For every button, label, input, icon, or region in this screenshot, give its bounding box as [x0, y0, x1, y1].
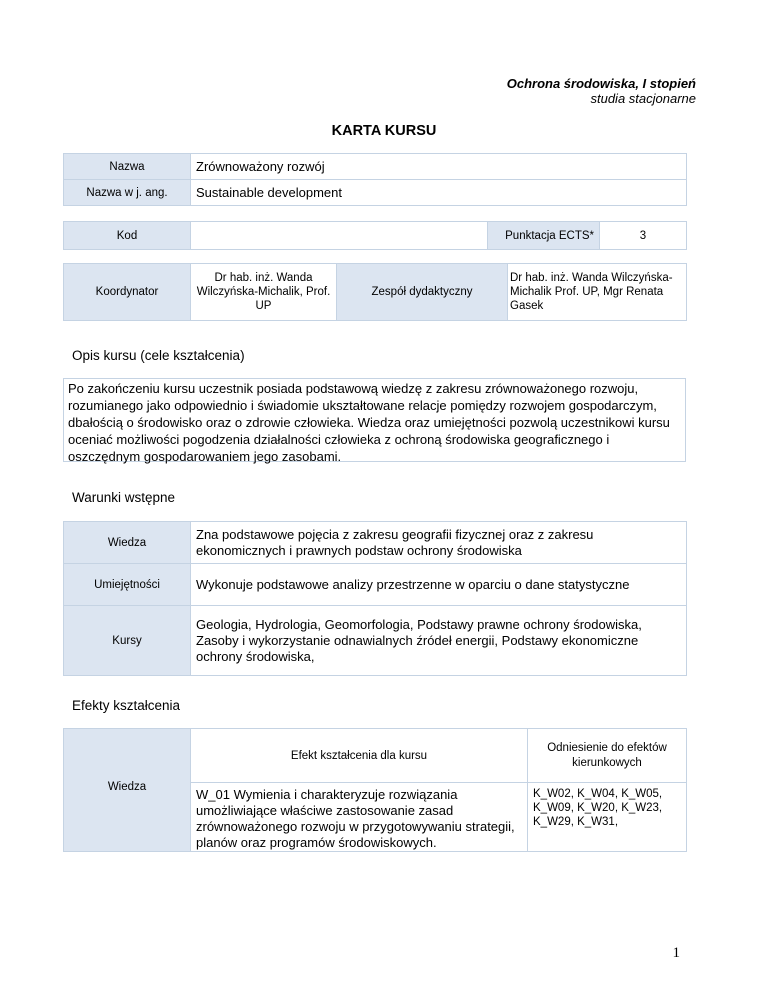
prereq-knowledge-label: Wiedza	[64, 522, 191, 564]
ects-label: Punktacja ECTS*	[488, 222, 600, 250]
code-value	[191, 222, 488, 250]
coordinator-value: Dr hab. inż. Wanda Wilczyńska-Michalik, Prof. UP	[191, 264, 337, 321]
effect-w01: W_01 Wymienia i charakteryzuje rozwiązania umożliwiające właściwe zastosowanie zasad zrównoważonego rozwoju w przygotowywaniu strategii, planów oraz programów środowiskowych.	[191, 783, 528, 852]
ects-value: 3	[600, 222, 687, 250]
code-table	[63, 221, 687, 250]
name-en-label: Nazwa w j. ang.	[64, 180, 191, 206]
effect-w01-reference: K_W02, K_W04, K_W05, K_W09, K_W20, K_W23, K_W29, K_W31,	[528, 783, 687, 852]
name-label: Nazwa	[64, 154, 191, 180]
description-heading: Opis kursu (cele kształcenia)	[72, 348, 245, 363]
col-effect-header: Efekt kształcenia dla kursu	[191, 729, 528, 783]
page-title: KARTA KURSU	[331, 123, 437, 139]
coordinator-table	[63, 263, 687, 321]
prereq-courses-label: Kursy	[64, 606, 191, 676]
name-value: Zrównoważony rozwój	[191, 154, 687, 180]
code-label: Kod	[64, 222, 191, 250]
prerequisites-heading: Warunki wstępne	[72, 490, 176, 505]
program-name: Ochrona środowiska, I stopień	[506, 76, 696, 91]
outcomes-category: Wiedza	[64, 729, 191, 852]
prerequisites-table	[63, 521, 687, 676]
description-text: Po zakończeniu kursu uczestnik posiada podstawową wiedzę z zakresu zrównoważonego rozwoju, rozumianego jako odpowiednio i świadomie ukształtowane relacje pomiędzy rozwojem gospodarczym, dbałością o środowisko oraz o zdrowie człowieka. Wiedza oraz umiejętności pozwolą uczestnikowi kursu oceniać możliwości pogodzenia działalności człowieka z ochroną środowiska geograficznego i oszczędnym gospodarowaniem jego zasobami.	[63, 378, 686, 462]
name-en-value: Sustainable development	[191, 180, 687, 206]
prereq-skills-label: Umiejętności	[64, 564, 191, 606]
team-value: Dr hab. inż. Wanda Wilczyńska-Michalik Prof. UP, Mgr Renata Gasek	[508, 264, 687, 321]
outcomes-heading: Efekty kształcenia	[72, 698, 181, 713]
col-reference-header: Odniesienie do efektów kierunkowych	[528, 729, 687, 783]
prereq-skills-value: Wykonuje podstawowe analizy przestrzenne w oparciu o dane statystyczne	[191, 564, 687, 606]
study-mode: studia stacjonarne	[590, 91, 696, 106]
outcomes-table	[63, 728, 687, 852]
coordinator-label: Koordynator	[64, 264, 191, 321]
course-name-table	[63, 153, 687, 206]
prereq-knowledge-value: Zna podstawowe pojęcia z zakresu geografii fizycznej oraz z zakresu ekonomicznych i prawnych podstaw ochrony środowiska	[191, 522, 687, 564]
prereq-courses-value: Geologia, Hydrologia, Geomorfologia, Podstawy prawne ochrony środowiska, Zasoby i wykorzystanie odnawialnych źródeł energii, Podstawy ekonomiczne ochrony środowiska,	[191, 606, 687, 676]
team-label: Zespół dydaktyczny	[337, 264, 508, 321]
page-number: 1	[672, 945, 680, 961]
